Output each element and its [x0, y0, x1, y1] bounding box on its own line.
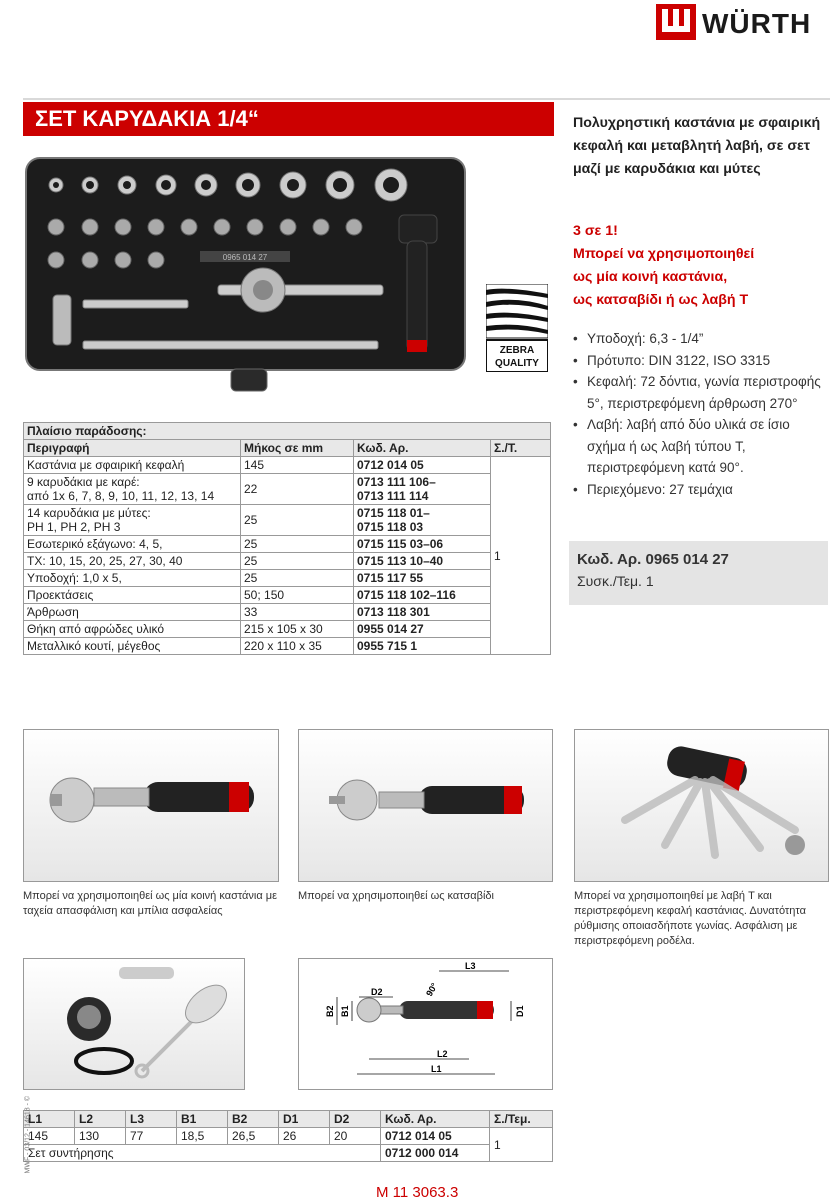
- table-row: [24, 536, 551, 553]
- technical-drawing: [299, 959, 552, 1089]
- table-row: [24, 1128, 553, 1145]
- cell-l3: 77: [126, 1128, 177, 1145]
- order-number: Κωδ. Αρ. 0965 014 27: [577, 551, 729, 568]
- row-qty: 1: [491, 457, 551, 655]
- side-code: MWF - 03/12 - 14618 - ©: [24, 1095, 32, 1174]
- row-desc: Προεκτάσεις: [24, 587, 241, 604]
- row-desc: Εσωτερικό εξάγωνο: 4, 5,: [24, 536, 241, 553]
- table-row: [24, 553, 551, 570]
- technical-drawing-panel: [298, 958, 553, 1090]
- col-header-b1: B1: [177, 1111, 228, 1128]
- caption-screwdriver: Μπορεί να χρησιμοποιηθεί ως κατσαβίδι: [298, 890, 494, 902]
- col-header-l2: L2: [75, 1111, 126, 1128]
- brand-name: WÜRTH: [702, 8, 812, 39]
- dim-b1-label: B1: [340, 1005, 350, 1017]
- row-desc: 9 καρυδάκια με καρέ: από 1x 6, 7, 8, 9, 10, 11, 12, 13, 14: [24, 474, 241, 505]
- table-row: [24, 505, 551, 536]
- spec-item: • Περιεχόμενο: 27 τεμάχια: [573, 479, 823, 501]
- row-desc: TX: 10, 15, 20, 25, 27, 30, 40: [24, 553, 241, 570]
- row-code: 0715 113 10–40: [354, 553, 491, 570]
- caption-ratchet: Μπορεί να χρησιμοποιηθεί ως μία κοινή καστάνια με ταχεία απασφάλιση και μπίλια ασφαλείας: [23, 890, 278, 917]
- spec-item: • Κεφαλή: 72 δόντια, γωνία περιστροφής 5°, περιστρεφόμενη άρθρωση 270°: [573, 371, 823, 414]
- row-desc: 14 καρυδάκια με μύτες: PH 1, PH 2, PH 3: [24, 505, 241, 536]
- cell-qty: 1: [490, 1128, 553, 1162]
- table-row: [24, 570, 551, 587]
- cell-service-label: Σετ συντήρησης: [24, 1145, 381, 1162]
- col-header-qty: Σ./Τεμ.: [490, 1111, 553, 1128]
- row-code: 0955 014 27: [354, 621, 491, 638]
- spec-list: [573, 328, 823, 500]
- table-row: [24, 1145, 553, 1162]
- row-desc: Καστάνια με σφαιρική κεφαλή: [24, 457, 241, 474]
- dim-d2-label: D2: [371, 987, 383, 997]
- row-length: 25: [241, 553, 354, 570]
- col-header-code: Κωδ. Αρ.: [381, 1111, 490, 1128]
- footer-code: M 11 3063.3: [376, 1184, 459, 1201]
- col-header-description: Περιγραφή: [24, 440, 241, 457]
- cell-service-code: 0712 000 014: [381, 1145, 490, 1162]
- row-desc: Θήκη από αφρώδες υλικό: [24, 621, 241, 638]
- spec-item: • Υποδοχή: 6,3 - 1/4”: [573, 328, 823, 350]
- table-row: [24, 604, 551, 621]
- dimensions-table: [23, 1110, 553, 1162]
- row-desc: Μεταλλικό κουτί, μέγεθος: [24, 638, 241, 655]
- row-length: 25: [241, 536, 354, 553]
- dim-l1-label: L1: [431, 1064, 442, 1074]
- cell-code: 0712 014 05: [381, 1128, 490, 1145]
- zebra-quality-badge: [486, 284, 548, 372]
- row-length: 25: [241, 570, 354, 587]
- service-kit-photo: [24, 959, 244, 1089]
- intro-text: Πολυχρηστική καστάνια με σφαιρική κεφαλή και μεταβλητή λαβή, σε σετ μαζί με καρυδάκια και μύτες: [573, 115, 821, 177]
- pack-quantity: Συσκ./Τεμ. 1: [577, 573, 654, 589]
- cell-d1: 26: [279, 1128, 330, 1145]
- caption-t-handle: Μπορεί να χρησιμοποιηθεί με λαβή T και περιστρεφόμενη κεφαλή καστάνιας. Δυνατότητα ρύθμισης οποιασδήποτε γωνίας. Ασφάλιση με περιστρεφόμενη ροδέλα.: [574, 890, 806, 947]
- feature-line: ως μία κοινή καστάνια,: [573, 269, 728, 285]
- dim-d1-label: D1: [515, 1005, 525, 1017]
- table-row: [24, 638, 551, 655]
- wurth-logo-icon: [656, 4, 696, 40]
- row-length: 220 x 110 x 35: [241, 638, 354, 655]
- feature-line: ως κατσαβίδι ή ως λαβή T: [573, 292, 749, 308]
- col-header-qty: Σ./Τ.: [491, 440, 551, 457]
- case-label: 0965 014 27: [222, 253, 268, 262]
- row-length: 145: [241, 457, 354, 474]
- socket-set-case-photo: [23, 155, 468, 395]
- table-row: [24, 587, 551, 604]
- row-length: 33: [241, 604, 354, 621]
- cell-b2: 26,5: [228, 1128, 279, 1145]
- row-code: 0712 014 05: [354, 457, 491, 474]
- cell-d2: 20: [330, 1128, 381, 1145]
- cell-b1: 18,5: [177, 1128, 228, 1145]
- table-caption-row: [24, 423, 551, 440]
- dim-angle-label: 90°: [424, 981, 440, 998]
- table-caption: Πλαίσιο παράδοσης:: [24, 423, 551, 440]
- row-desc: Υποδοχή: 1,0 x 5,: [24, 570, 241, 587]
- row-code: 0713 118 301: [354, 604, 491, 621]
- col-header-l3: L3: [126, 1111, 177, 1128]
- cell-l2: 130: [75, 1128, 126, 1145]
- row-length: 22: [241, 474, 354, 505]
- col-header-d2: D2: [330, 1111, 381, 1128]
- col-header-l1: L1: [24, 1111, 75, 1128]
- dim-b2-label: B2: [325, 1005, 335, 1017]
- col-header-b2: B2: [228, 1111, 279, 1128]
- feature-line: Μπορεί να χρησιμοποιηθεί: [573, 246, 755, 262]
- dim-l3-label: L3: [465, 961, 476, 971]
- cell-l1: 145: [24, 1128, 75, 1145]
- row-code: 0955 715 1: [354, 638, 491, 655]
- ratchet-photo-panel: [23, 729, 279, 882]
- row-length: 215 x 105 x 30: [241, 621, 354, 638]
- col-header-length: Μήκος σε mm: [241, 440, 354, 457]
- header-divider: [23, 98, 830, 100]
- zebra-line1: ZEBRA: [499, 345, 535, 356]
- screwdriver-photo: [299, 730, 552, 881]
- col-header-d1: D1: [279, 1111, 330, 1128]
- row-code: 0715 118 102–116: [354, 587, 491, 604]
- wurth-logo: [656, 4, 816, 40]
- delivery-table: [23, 422, 551, 655]
- row-length: 25: [241, 505, 354, 536]
- spec-item: • Λαβή: λαβή από δύο υλικά σε ίσιο σχήμα ή ως λαβή τύπου T, περιστρεφόμενη κατά 90°.: [573, 414, 823, 479]
- feature-line: 3 σε 1!: [573, 223, 618, 239]
- t-handle-photo: [575, 730, 828, 881]
- dim-l2-label: L2: [437, 1049, 448, 1059]
- row-code: 0715 117 55: [354, 570, 491, 587]
- table-row: [24, 621, 551, 638]
- page-title: ΣΕΤ ΚΑΡΥΔΑΚΙΑ 1/4“: [23, 102, 554, 136]
- table-header-row: [24, 440, 551, 457]
- spec-item: • Πρότυπο: DIN 3122, ISO 3315: [573, 350, 823, 372]
- table-row: [24, 457, 551, 474]
- table-row: [24, 474, 551, 505]
- col-header-code: Κωδ. Αρ.: [354, 440, 491, 457]
- zebra-line2: QUALITY: [495, 358, 539, 369]
- feature-text: [573, 220, 823, 312]
- row-code: 0715 118 01– 0715 118 03: [354, 505, 491, 536]
- row-length: 50; 150: [241, 587, 354, 604]
- t-handle-photo-panel: [574, 729, 829, 882]
- ratchet-photo: [24, 730, 278, 881]
- table-header-row: [24, 1111, 553, 1128]
- row-code: 0713 111 106– 0713 111 114: [354, 474, 491, 505]
- screwdriver-photo-panel: [298, 729, 553, 882]
- row-desc: Άρθρωση: [24, 604, 241, 621]
- service-kit-photo-panel: [23, 958, 245, 1090]
- row-code: 0715 115 03–06: [354, 536, 491, 553]
